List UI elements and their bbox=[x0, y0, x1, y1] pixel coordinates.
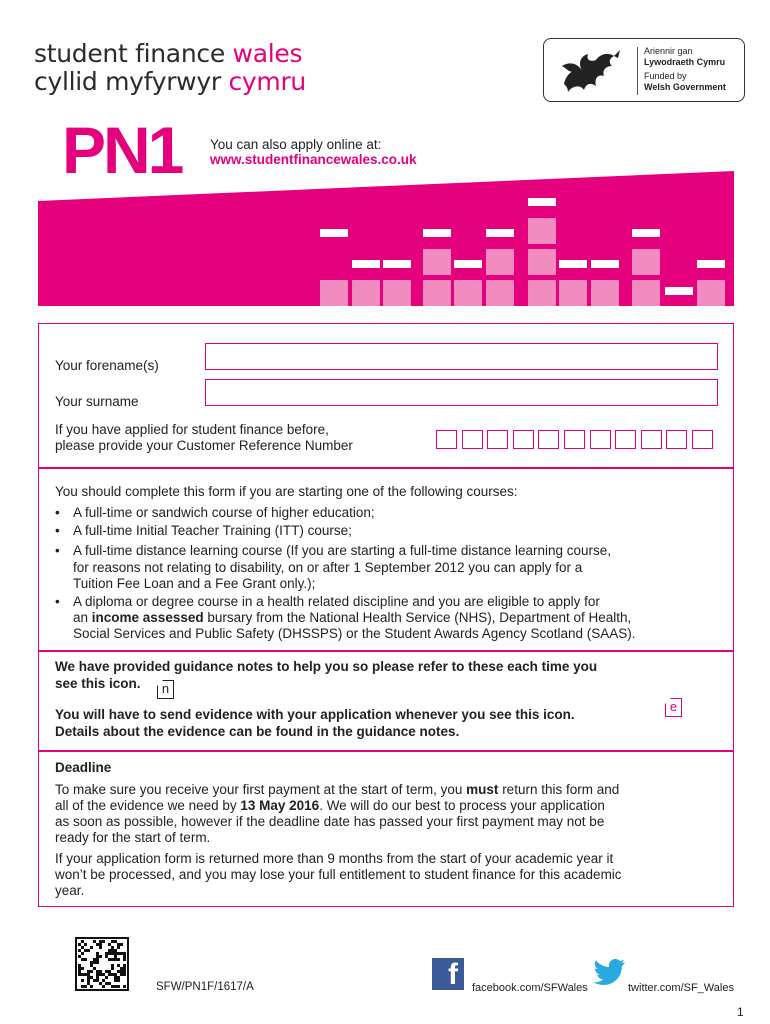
page-number: 1 bbox=[737, 1005, 744, 1019]
crn-digit-box[interactable] bbox=[590, 430, 611, 449]
pink-banner bbox=[38, 171, 734, 306]
evidence-icon-letter: e bbox=[669, 699, 678, 714]
guidance-line-2: see this icon. bbox=[55, 676, 141, 691]
deadline-p1-l2c: . We will do our best to process your application bbox=[319, 798, 605, 813]
guidance-line-1: We have provided guidance notes to help you so please refer to these each time you bbox=[55, 659, 598, 674]
guidance-notes-icon bbox=[157, 680, 174, 699]
gov-line-2: Lywodraeth Cymru bbox=[644, 57, 726, 67]
facebook-icon[interactable]: f bbox=[432, 958, 464, 990]
deadline-p2-line3: year. bbox=[55, 883, 85, 898]
barcode-icon bbox=[75, 937, 129, 991]
crn-digit-box[interactable] bbox=[513, 430, 534, 449]
surname-label: Your surname bbox=[55, 394, 139, 409]
online-text: You can also apply online at: bbox=[210, 137, 382, 152]
deadline-p1-line4: ready for the start of term. bbox=[55, 830, 211, 845]
brand-en-main: student finance bbox=[34, 39, 233, 68]
divider bbox=[39, 750, 733, 752]
bullet-2: • bbox=[55, 523, 60, 538]
crn-digit-box[interactable] bbox=[538, 430, 559, 449]
course-item-3-line3: Tuition Fee Loan and a Fee Grant only.); bbox=[73, 576, 316, 591]
course-item-4-post: bursary from the National Health Service (NHS), Department of Health, bbox=[203, 610, 632, 625]
brand-cy-accent: cymru bbox=[228, 67, 306, 96]
forename-input[interactable] bbox=[205, 343, 718, 370]
deadline-p2-line2: won’t be processed, and you may lose your full entitlement to student finance for this academic bbox=[55, 867, 622, 882]
course-item-4-line2 bbox=[73, 610, 631, 626]
brand-en-accent: wales bbox=[232, 39, 303, 68]
crn-digit-box[interactable] bbox=[692, 430, 713, 449]
application-form bbox=[38, 323, 734, 907]
online-url[interactable]: www.studentfinancewales.co.uk bbox=[210, 152, 417, 167]
form-reference: SFW/PN1F/1617/A bbox=[156, 981, 254, 993]
deadline-p1-l1a: To make sure you receive your first payment at the start of term, you bbox=[55, 782, 467, 797]
course-item-4-line3: Social Services and Public Safety (DHSSPS) or the Student Awards Agency Scotland (SAAS). bbox=[73, 626, 636, 641]
deadline-date: 13 May 2016 bbox=[240, 798, 320, 813]
bullet-3: • bbox=[55, 543, 60, 558]
crn-digit-box[interactable] bbox=[641, 430, 662, 449]
welsh-government-logo bbox=[543, 38, 745, 102]
course-item-2: A full-time Initial Teacher Training (ITT) course; bbox=[73, 523, 352, 538]
deadline-p1-line2 bbox=[55, 798, 605, 814]
crn-label-1: If you have applied for student finance before, bbox=[55, 422, 329, 437]
crn-digit-box[interactable] bbox=[436, 430, 457, 449]
gov-line-3: Funded by bbox=[644, 71, 687, 81]
crn-digit-box[interactable] bbox=[462, 430, 483, 449]
bullet-4: • bbox=[55, 594, 60, 609]
deadline-p1-line3: as soon as possible, however if the deadline date has passed your first payment may not be bbox=[55, 814, 605, 829]
crn-digit-box[interactable] bbox=[615, 430, 636, 449]
logo-divider bbox=[637, 47, 638, 95]
deadline-p1-l1c: return this form and bbox=[498, 782, 620, 797]
twitter-icon[interactable] bbox=[594, 958, 626, 986]
evidence-icon bbox=[665, 698, 682, 717]
course-item-3-line2: for reasons not relating to disability, on or after 1 September 2012 you can apply for a bbox=[73, 560, 583, 575]
evidence-line-1: You will have to send evidence with your application whenever you see this icon. bbox=[55, 707, 575, 722]
divider bbox=[39, 650, 733, 652]
divider bbox=[39, 467, 733, 469]
deadline-p1-line1 bbox=[55, 782, 619, 798]
gov-line-4: Welsh Government bbox=[644, 82, 726, 92]
crn-label-2: please provide your Customer Reference Number bbox=[55, 438, 353, 453]
courses-intro: You should complete this form if you are starting one of the following courses: bbox=[55, 484, 518, 499]
course-item-4-pre: an bbox=[73, 610, 92, 625]
bullet-1: • bbox=[55, 505, 60, 520]
dragon-icon bbox=[556, 44, 626, 96]
deadline-p2-line1: If your application form is returned more than 9 months from the start of your academic year it bbox=[55, 851, 614, 866]
brand-title-welsh bbox=[34, 68, 306, 96]
crn-digit-box[interactable] bbox=[564, 430, 585, 449]
course-item-4-line1: A diploma or degree course in a health related discipline and you are eligible to apply for bbox=[73, 594, 600, 609]
forename-label: Your forename(s) bbox=[55, 358, 159, 373]
evidence-line-2: Details about the evidence can be found in the guidance notes. bbox=[55, 724, 460, 739]
twitter-link[interactable]: twitter.com/SF_Wales bbox=[628, 982, 734, 994]
facebook-link[interactable]: facebook.com/SFWales bbox=[472, 982, 588, 994]
course-item-1: A full-time or sandwich course of higher education; bbox=[73, 505, 375, 520]
crn-digit-box[interactable] bbox=[487, 430, 508, 449]
surname-input[interactable] bbox=[205, 379, 718, 406]
form-code: PN1 bbox=[62, 113, 182, 187]
gov-line-1: Ariennir gan bbox=[644, 46, 693, 56]
deadline-must: must bbox=[466, 782, 499, 797]
deadline-p1-l2a: all of the evidence we need by bbox=[55, 798, 241, 813]
crn-digit-box[interactable] bbox=[666, 430, 687, 449]
brand-title-english bbox=[34, 40, 302, 68]
guidance-icon-letter: n bbox=[161, 681, 170, 696]
brand-cy-main: cyllid myfyrwyr bbox=[34, 67, 229, 96]
course-item-3-line1: A full-time distance learning course (If you are starting a full-time distance learning course, bbox=[73, 543, 612, 558]
course-item-4-bold: income assessed bbox=[91, 610, 204, 625]
deadline-heading: Deadline bbox=[55, 760, 112, 775]
